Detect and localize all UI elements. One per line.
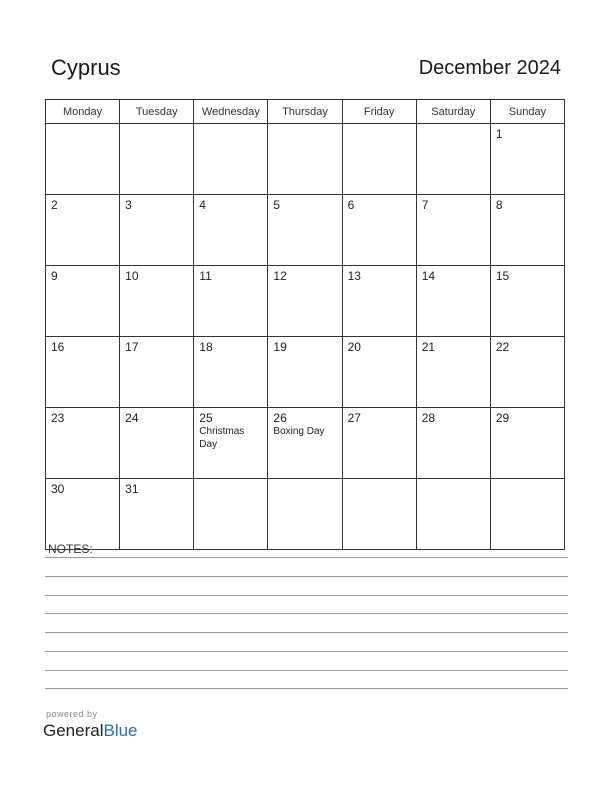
weekday-header: Thursday <box>268 100 342 124</box>
day-number: 18 <box>199 340 213 354</box>
notes-line <box>45 688 568 689</box>
day-cell <box>416 266 490 337</box>
day-cell <box>46 337 120 408</box>
day-number: 7 <box>421 198 429 212</box>
day-number: 3 <box>125 198 132 212</box>
day-cell <box>46 124 120 195</box>
day-number: 31 <box>125 482 139 496</box>
day-cell <box>416 408 490 479</box>
day-number: 28 <box>421 411 436 425</box>
day-cell <box>268 266 342 337</box>
day-number: 8 <box>495 198 503 212</box>
day-cell <box>46 479 120 550</box>
day-cell <box>120 479 194 550</box>
day-number: 23 <box>51 411 65 425</box>
weekday-header: Wednesday <box>194 100 268 124</box>
day-cell <box>416 124 490 195</box>
day-number: 5 <box>273 198 281 212</box>
day-number: 4 <box>199 198 206 212</box>
day-cell <box>416 479 490 550</box>
day-cell <box>268 195 342 266</box>
notes-line <box>45 632 568 633</box>
day-number: 16 <box>51 340 65 354</box>
day-cell <box>342 337 416 408</box>
notes-line <box>45 670 568 671</box>
day-number: 9 <box>51 269 58 283</box>
week-row <box>46 124 565 195</box>
day-number: 14 <box>421 269 436 283</box>
day-cell <box>268 124 342 195</box>
day-cell <box>342 124 416 195</box>
country-title: Cyprus <box>51 55 121 80</box>
day-number: 29 <box>495 411 510 425</box>
notes-line <box>45 651 568 652</box>
day-cell <box>120 124 194 195</box>
day-number: 6 <box>347 198 355 212</box>
logo-general-text: General <box>43 721 104 740</box>
day-number: 10 <box>125 269 139 283</box>
powered-by-text: powered by <box>46 709 98 719</box>
day-number: 12 <box>273 269 287 283</box>
calendar-grid <box>45 99 565 550</box>
day-cell <box>490 124 564 195</box>
day-number: 22 <box>495 340 510 354</box>
day-cell <box>46 195 120 266</box>
day-number: 24 <box>125 411 139 425</box>
day-number: 11 <box>199 269 212 283</box>
notes-label: NOTES: <box>48 542 93 556</box>
day-cell <box>46 408 120 479</box>
day-number: 27 <box>347 411 361 425</box>
day-cell <box>120 337 194 408</box>
day-cell <box>268 408 342 479</box>
day-number: 19 <box>273 340 287 354</box>
day-cell <box>268 479 342 550</box>
weekday-header: Sunday <box>490 100 564 124</box>
notes-line <box>45 576 568 577</box>
day-cell <box>194 408 268 479</box>
week-row <box>46 408 565 479</box>
day-cell <box>194 266 268 337</box>
weekday-header: Tuesday <box>120 100 194 124</box>
day-number: 1 <box>495 127 503 141</box>
day-number: 21 <box>421 340 436 354</box>
week-row <box>46 337 565 408</box>
day-cell <box>194 479 268 550</box>
day-number: 30 <box>51 482 65 496</box>
week-row <box>46 266 565 337</box>
day-cell <box>120 408 194 479</box>
day-cell <box>490 266 564 337</box>
day-number: 17 <box>125 340 139 354</box>
holiday-label: Christmas Day <box>199 426 245 450</box>
month-year-title: December 2024 <box>418 57 561 79</box>
day-number: 20 <box>347 340 361 354</box>
day-cell <box>490 195 564 266</box>
day-cell <box>120 266 194 337</box>
notes-line <box>45 557 568 558</box>
day-cell <box>342 266 416 337</box>
day-cell <box>46 266 120 337</box>
day-cell <box>342 195 416 266</box>
day-number: 26 <box>273 411 287 425</box>
week-row <box>46 479 565 550</box>
day-cell <box>342 408 416 479</box>
day-number: 25 <box>199 411 213 425</box>
day-cell <box>342 479 416 550</box>
day-cell <box>194 124 268 195</box>
day-cell <box>194 337 268 408</box>
holiday-label: Boxing Day <box>273 426 325 437</box>
day-cell <box>490 337 564 408</box>
weekday-header: Friday <box>342 100 416 124</box>
day-number: 15 <box>495 269 510 283</box>
day-cell <box>120 195 194 266</box>
generalblue-logo[interactable] <box>43 721 138 741</box>
day-number: 2 <box>51 198 58 212</box>
weekday-header: Saturday <box>416 100 490 124</box>
day-cell <box>194 195 268 266</box>
day-number: 13 <box>347 269 361 283</box>
day-cell <box>268 337 342 408</box>
logo-blue-text: Blue <box>103 721 138 740</box>
day-cell <box>416 195 490 266</box>
notes-line <box>45 613 568 614</box>
week-row <box>46 195 565 266</box>
notes-line <box>45 595 568 596</box>
day-cell <box>490 408 564 479</box>
day-cell <box>416 337 490 408</box>
day-cell <box>490 479 564 550</box>
weekday-header-row <box>46 100 565 124</box>
weekday-header: Monday <box>46 100 120 124</box>
